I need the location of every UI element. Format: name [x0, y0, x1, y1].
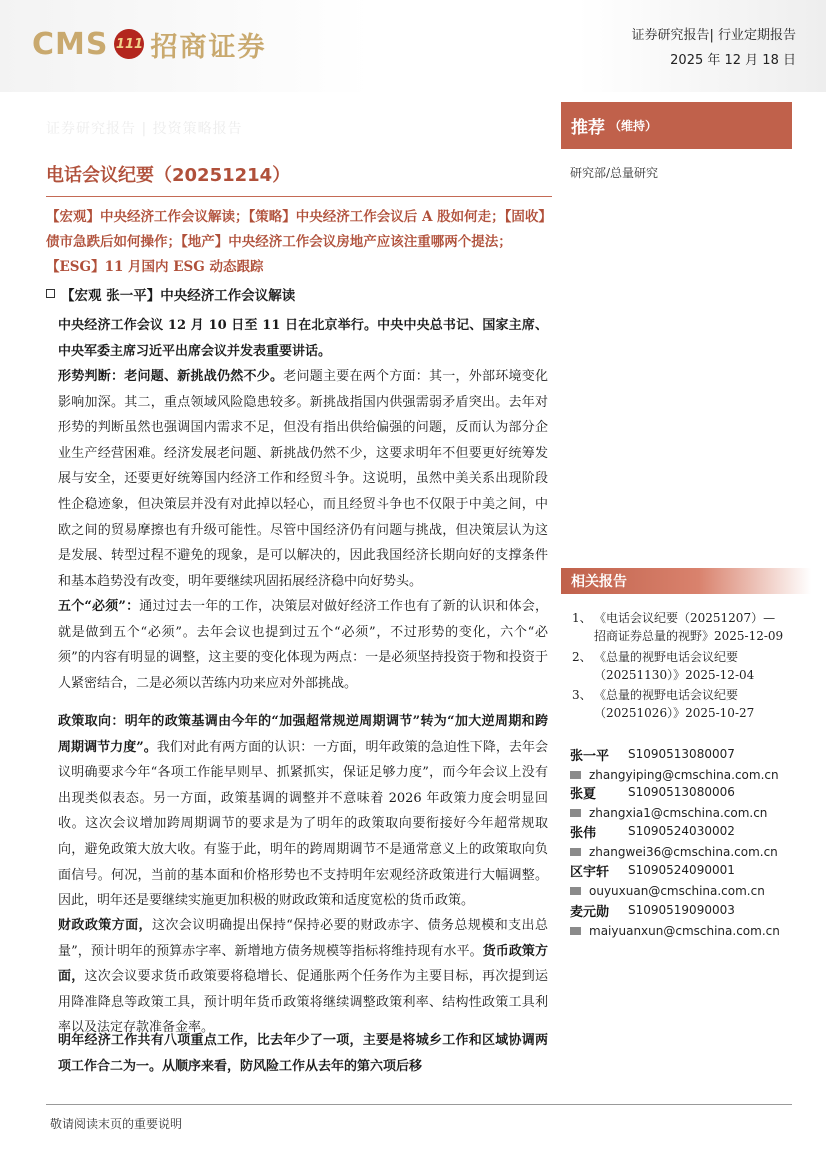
analyst-cert: S1090513080006 [628, 785, 735, 799]
analyst-email[interactable]: zhangwei36@cmschina.com.cn [589, 845, 778, 859]
rating-box [561, 102, 792, 149]
fiscal-body: 这次会议明确提出保持“保持必要的财政赤字、债务总规模和支出总量”，预计明年的预算赤字率、新增地方债务规模等指标将维持现有水平。 [58, 918, 548, 959]
paragraph-eight-tasks [58, 1028, 548, 1079]
logo-cms-text: CMS [32, 26, 109, 62]
related-report-text: 《总量的视野电话会议纪要（20251130）》2025-12-04 [594, 650, 755, 682]
mail-icon [570, 771, 581, 779]
analyst-email[interactable]: ouyuxuan@cmschina.com.cn [589, 884, 765, 898]
analyst-cert: S1090524030002 [628, 824, 735, 838]
policy-body: 我们对此有两方面的认识：一方面，明年政策的急迫性下降，去年会议明确要求今年“各项工作能早则早、抓紧抓实，保证足够力度”，而今年会议上没有出现类似表态。另一方面，政策基调的调整并不意味着 2026 年政策力度会明显回收。这次会议增加跨周期调节的要求是为了明年的政策取向要衔接好今年超常规取向，避免政策大放大收。有鉴于此，明年的跨周期调节不是通常意义上的政策取向负面信号。何况，当前的基本面和价格形势也不支持明年宏观经济政策进行大幅调整。因此，明年还是要继续实施更加积极的财政政策和适度宽松的货币政策。 [58, 739, 548, 909]
logo-company-name: 招商证券 [150, 31, 267, 63]
related-report-item[interactable] [572, 609, 784, 645]
analyst-email[interactable]: maiyuanxun@cmschina.com.cn [589, 924, 780, 938]
analyst-cert: S1090513080007 [628, 747, 735, 761]
monetary-lead: 货币政策方面， [58, 943, 548, 985]
section-heading-text: 【宏观 张一平】中央经济工作会议解读 [61, 288, 296, 304]
related-report-item[interactable] [572, 648, 784, 684]
analyst-block [570, 823, 800, 860]
department-label: 研究部/总量研究 [570, 166, 659, 180]
eight-tasks-text: 明年经济工作共有八项重点工作，比去年少了一项，主要是将城乡工作和区域协调两项工作合二为一。从顺序来看，防风险工作从去年的第六项后移 [58, 1033, 548, 1074]
five-musts-lead: 五个“必须”： [58, 599, 140, 614]
analyst-name: 张夏 [570, 786, 597, 802]
report-subtitle: 【宏观】中央经济工作会议解读；【策略】中央经济工作会议后 A 股如何走；【固收】债市急跌后如何操作；【地产】中央经济工作会议房地产应该注重哪两个提法；【ESG】11 月国内 ESG 动态跟踪 [46, 209, 546, 275]
paragraph-fiscal-monetary [58, 913, 548, 1041]
paragraph-policy [58, 709, 548, 914]
title-divider [46, 196, 552, 197]
analyst-name: 麦元勋 [570, 904, 610, 920]
analyst-block [570, 746, 800, 783]
rating-sub: （维持） [609, 119, 658, 133]
rating-main: 推荐 [571, 118, 605, 138]
mail-icon [570, 927, 581, 935]
report-type: 证券研究报告| 行业定期报告 [631, 28, 796, 43]
analyst-name: 张伟 [570, 825, 597, 841]
analyst-name: 张一平 [570, 748, 610, 764]
related-report-text: 《总量的视野电话会议纪要（20251026）》2025-10-27 [594, 688, 755, 720]
paragraph-intro [58, 313, 548, 364]
mail-icon [570, 848, 581, 856]
analyst-cert: S1090524090001 [628, 863, 735, 877]
related-report-text: 《电话会议纪要（20251207）—招商证券总量的视野》2025-12-09 [594, 611, 784, 643]
related-reports-heading-text: 相关报告 [571, 574, 627, 590]
company-logo [32, 22, 266, 66]
policy-lead: 政策取向：明年的政策基调由今年的“加强超常规逆周期调节”转为“加大逆周期和跨周期调节力度”。 [58, 714, 548, 755]
analyst-email[interactable]: zhangyiping@cmschina.com.cn [589, 768, 779, 782]
section-heading [46, 284, 295, 304]
mail-icon [570, 809, 581, 817]
related-report-num: 1、 [572, 611, 592, 625]
related-report-num: 2、 [572, 650, 592, 664]
footer-note: 敬请阅读末页的重要说明 [50, 1117, 183, 1131]
square-bullet-icon [46, 289, 55, 298]
analyst-email[interactable]: zhangxia1@cmschina.com.cn [589, 806, 768, 820]
analyst-block [570, 862, 800, 899]
related-report-item[interactable] [572, 686, 784, 722]
intro-text: 中央经济工作会议 12 月 10 日至 11 日在北京举行。中央中央总书记、国家主席、中央军委主席习近平出席会议并发表重要讲话。 [58, 318, 548, 359]
faded-watermark-text: 证券研究报告 | 投资策略报告 [46, 121, 243, 137]
analyst-block [570, 902, 800, 939]
report-title: 电话会议纪要（20251214） [46, 165, 291, 186]
paragraph-situation [58, 364, 548, 594]
monetary-body: 这次会议要求货币政策要将稳增长、促通胀两个任务作为主要目标，再次提到运用降准降息等政策工具，预计明年货币政策将继续调整政策利率、结构性政策工具利率以及法定存款准备金率。 [58, 969, 548, 1036]
five-musts-body: 通过过去一年的工作，决策层对做好经济工作也有了新的认识和体会，就是做到五个“必须”。去年会议也提到过五个“必须”，不过形势的变化，六个“必须”的内容有明显的调整，这主要的变化体现为两点：一是必须坚持投资于物和投资于人紧密结合，二是必须以苦练内功来应对外部挑战。 [58, 599, 548, 691]
footer-divider [46, 1104, 792, 1105]
related-report-num: 3、 [572, 688, 592, 702]
logo-badge-icon: 111 [114, 29, 144, 59]
analyst-cert: S1090519090003 [628, 903, 735, 917]
mail-icon [570, 887, 581, 895]
paragraph-five-musts [58, 594, 548, 696]
fiscal-lead: 财政政策方面， [58, 918, 152, 933]
related-reports-heading [561, 568, 811, 594]
report-date: 2025 年 12 月 18 日 [670, 53, 796, 68]
situation-body: 老问题主要在两个方面：其一，外部环境变化影响加深。其二，重点领域风险隐患较多。新挑战指国内供强需弱矛盾突出。去年对形势的判断虽然也强调国内需求不足，但没有指出供给偏强的问题，反而认为部分企业生产经营困难。经济发展老问题、新挑战仍然不少，这要求明年不但要更好统筹发展与安全，还要更好统筹国内经济工作和经贸斗争。这说明，虽然中美关系出现阶段性企稳迹象，但决策层并没有对此掉以轻心，而且经贸斗争也不仅限于中美之间，中欧之间的贸易摩擦也有升级可能性。尽管中国经济仍有问题与挑战，但决策层认为这是发展、转型过程不避免的现象，是可以解决的，因此我国经济长期向好的支撑条件和基本趋势没有改变，明年要继续巩固拓展经济稳中向好势头。 [58, 369, 548, 589]
analyst-block [570, 784, 800, 821]
situation-lead: 形势判断：老问题、新挑战仍然不少。 [58, 369, 284, 384]
analyst-name: 区宇轩 [570, 864, 610, 880]
